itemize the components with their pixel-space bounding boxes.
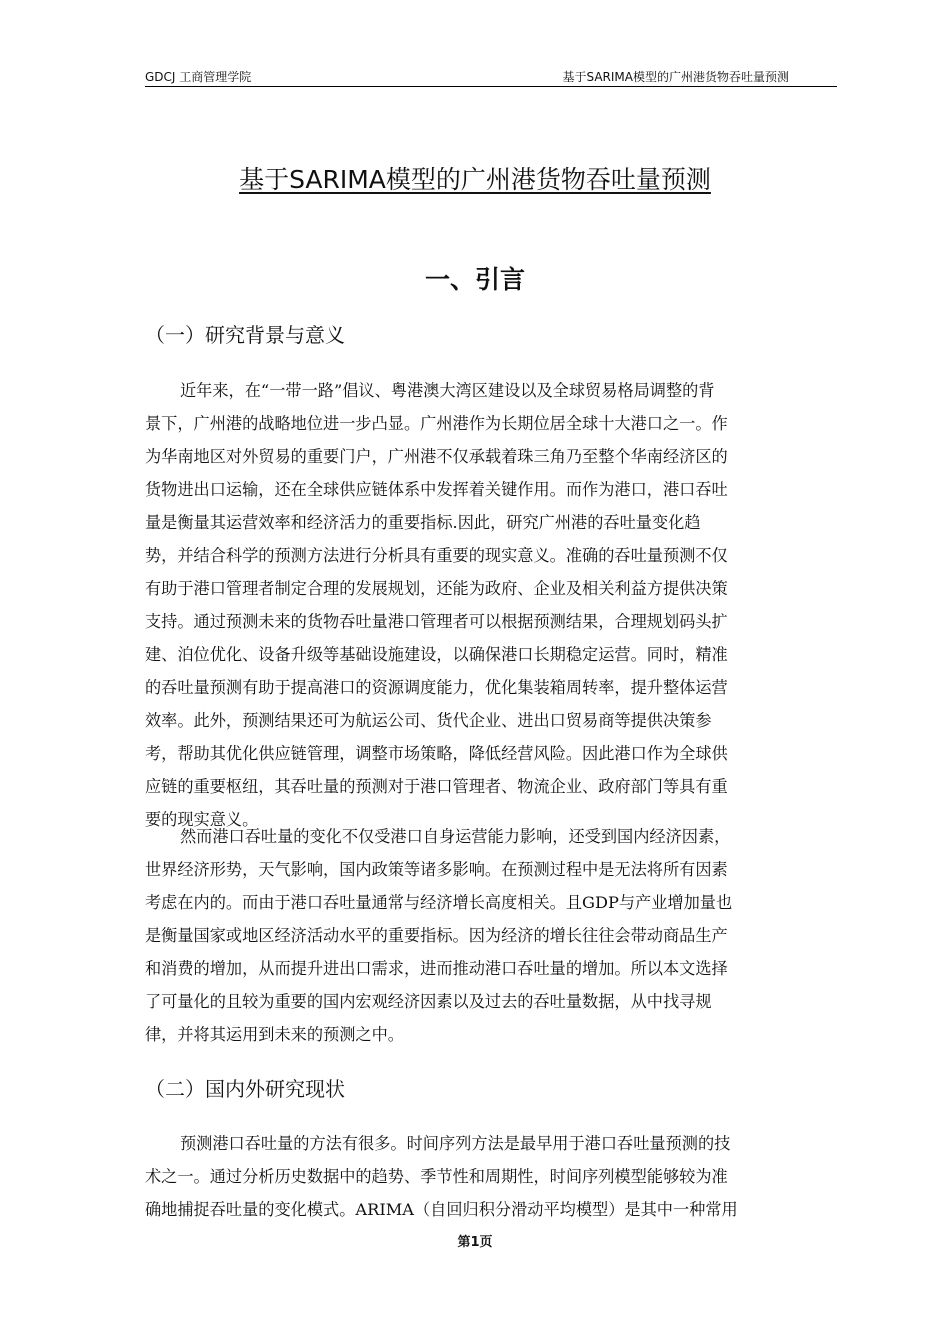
text-line: 有助于港口管理者制定合理的发展规划，还能为政府、企业及相关利益方提供决策 xyxy=(145,579,728,598)
text-line: 是衡量国家或地区经济活动水平的重要指标。因为经济的增长往往会带动商品生产 xyxy=(145,926,728,945)
text-line: 预测港口吞吐量的方法有很多。时间序列方法是最早用于港口吞吐量预测的技 xyxy=(180,1134,731,1153)
section-heading-introduction: 一、引言 xyxy=(424,265,525,294)
text-line: 量是衡量其运营效率和经济活力的重要指标.因此，研究广州港的吞吐量变化趋 xyxy=(145,513,701,532)
text-line: 建、泊位优化、设备升级等基础设施建设，以确保港口长期稳定运营。同时，精准 xyxy=(145,645,728,664)
text-line: 术之一。通过分析历史数据中的趋势、季节性和周期性，时间序列模型能够较为准 xyxy=(145,1167,728,1186)
text-line: 考，帮助其优化供应链管理，调整市场策略，降低经营风险。因此港口作为全球供 xyxy=(145,744,728,763)
subsection-heading-background: （一）研究背景与意义 xyxy=(145,323,345,347)
text-line: 景下，广州港的战略地位进一步凸显。广州港作为长期位居全球十大港口之一。作 xyxy=(145,414,728,433)
text-line: 效率。此外，预测结果还可为航运公司、货代企业、进出口贸易商等提供决策参 xyxy=(145,711,712,730)
paragraph-background-1 xyxy=(145,374,835,836)
text-line: 应链的重要枢纽，其吞吐量的预测对于港口管理者、物流企业、政府部门等具有重 xyxy=(145,777,728,796)
text-line: 了可量化的且较为重要的国内宏观经济因素以及过去的吞吐量数据，从中找寻规 xyxy=(145,992,712,1011)
text-line: 货物进出口运输，还在全球供应链体系中发挥着关键作用。而作为港口，港口吞吐 xyxy=(145,480,728,499)
text-line: 近年来，在“一带一路”倡议、粤港澳大湾区建设以及全球贸易格局调整的背 xyxy=(180,381,715,400)
header-institution: GDCJ 工商管理学院 xyxy=(145,70,252,84)
header-doc-title: 基于SARIMA模型的广州港货物吞吐量预测 xyxy=(562,70,789,84)
text-line: 确地捕捉吞吐量的变化模式。ARIMA（自回归积分滑动平均模型）是其中一种常用 xyxy=(145,1200,738,1219)
text-line: 为华南地区对外贸易的重要门户，广州港不仅承载着珠三角乃至整个华南经济区的 xyxy=(145,447,728,466)
text-line: 然而港口吞吐量的变化不仅受港口自身运营能力影响，还受到国内经济因素， xyxy=(180,827,731,846)
text-line: 要的现实意义。 xyxy=(145,810,259,829)
text-line: 考虑在内的。而由于港口吞吐量通常与经济增长高度相关。且GDP与产业增加量也 xyxy=(145,893,733,912)
text-line: 的吞吐量预测有助于提高港口的资源调度能力，优化集装箱周转率，提升整体运营 xyxy=(145,678,728,697)
paper-title: 基于SARIMA模型的广州港货物吞吐量预测 xyxy=(239,165,711,194)
page-number: 第1页 xyxy=(457,1235,493,1250)
subsection-heading-research-status: （二）国内外研究现状 xyxy=(145,1077,345,1101)
paragraph-background-2 xyxy=(145,820,835,1051)
text-line: 支持。通过预测未来的货物吞吐量港口管理者可以根据预测结果，合理规划码头扩 xyxy=(145,612,728,631)
text-line: 和消费的增加，从而提升进出口需求，进而推动港口吞吐量的增加。所以本文选择 xyxy=(145,959,728,978)
page-header xyxy=(145,66,837,87)
text-line: 势，并结合科学的预测方法进行分析具有重要的现实意义。准确的吞吐量预测不仅 xyxy=(145,546,728,565)
text-line: 律，并将其运用到未来的预测之中。 xyxy=(145,1025,404,1044)
paragraph-research-status-1 xyxy=(145,1127,835,1226)
text-line: 世界经济形势，天气影响，国内政策等诸多影响。在预测过程中是无法将所有因素 xyxy=(145,860,728,879)
